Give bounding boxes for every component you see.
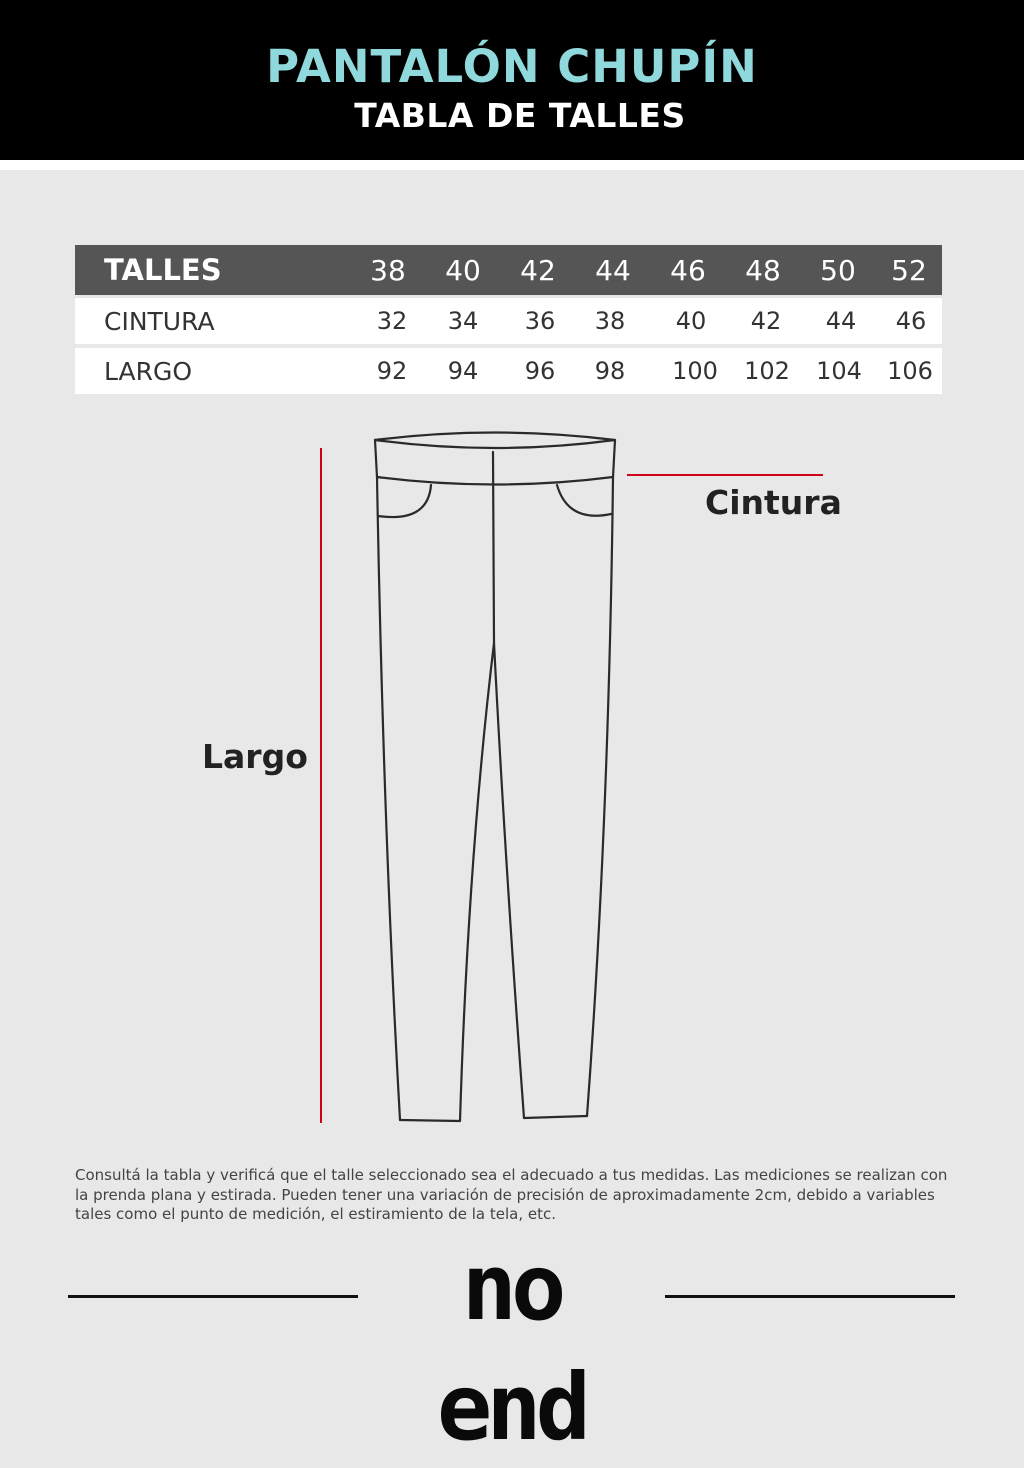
page-subtitle: TABLA DE TALLES xyxy=(354,96,686,135)
size-cell: 46 xyxy=(670,253,706,287)
waistband-right xyxy=(613,440,615,477)
cintura-cell: 34 xyxy=(447,307,479,335)
size-cell: 42 xyxy=(520,253,556,287)
brand-logo: no end xyxy=(436,1234,586,1461)
waist-label: Cintura xyxy=(705,483,842,522)
size-cell: 52 xyxy=(891,253,927,287)
row-label-cintura: CINTURA xyxy=(104,306,215,336)
page-title: PANTALÓN CHUPÍN xyxy=(266,40,758,93)
footer-line-left xyxy=(68,1295,358,1298)
size-cell: 48 xyxy=(745,253,781,287)
size-cell: 50 xyxy=(820,253,856,287)
right-outseam xyxy=(587,477,613,1116)
cintura-cell: 36 xyxy=(524,307,556,335)
largo-cell: 104 xyxy=(816,357,862,385)
left-pocket xyxy=(378,485,431,517)
largo-cell: 94 xyxy=(447,357,479,385)
cintura-cell: 32 xyxy=(376,307,408,335)
right-pocket xyxy=(557,485,611,516)
cintura-cell: 38 xyxy=(594,307,626,335)
size-cell: 38 xyxy=(370,253,406,287)
measurement-note: Consultá la tabla y verificá que el talle seleccionado sea el adecuado a tus medidas. Las mediciones se realizan con la prenda plana y estirada. Pueden tener una variación de precisión de aproximadamente 2cm, debido a variables tales como el punto de medición, el estiramiento de la tela, etc. xyxy=(75,1166,948,1223)
waistband-inner xyxy=(375,440,615,448)
cintura-cell: 42 xyxy=(750,307,782,335)
right-inseam xyxy=(494,643,524,1118)
waistband-left xyxy=(375,440,377,477)
cintura-cell: 40 xyxy=(675,307,707,335)
largo-cell: 92 xyxy=(376,357,408,385)
size-cell: 44 xyxy=(595,253,631,287)
largo-cell: 100 xyxy=(672,357,718,385)
largo-cell: 102 xyxy=(744,357,790,385)
left-hem xyxy=(400,1120,460,1121)
row-label-largo: LARGO xyxy=(104,356,193,386)
table-header-label: TALLES xyxy=(104,253,222,287)
largo-cell: 98 xyxy=(594,357,626,385)
cintura-cell: 44 xyxy=(825,307,857,335)
size-cell: 40 xyxy=(445,253,481,287)
center-seam xyxy=(493,452,494,643)
left-inseam xyxy=(460,643,494,1121)
length-label: Largo xyxy=(202,737,308,776)
footer-line-right xyxy=(665,1295,955,1298)
right-hem xyxy=(524,1116,587,1118)
left-outseam xyxy=(377,477,400,1120)
waistband-bottom xyxy=(377,477,613,485)
pants-outline xyxy=(375,433,615,1122)
largo-cell: 106 xyxy=(887,357,933,385)
largo-cell: 96 xyxy=(524,357,556,385)
waistband-top xyxy=(375,433,615,441)
cintura-cell: 46 xyxy=(895,307,927,335)
